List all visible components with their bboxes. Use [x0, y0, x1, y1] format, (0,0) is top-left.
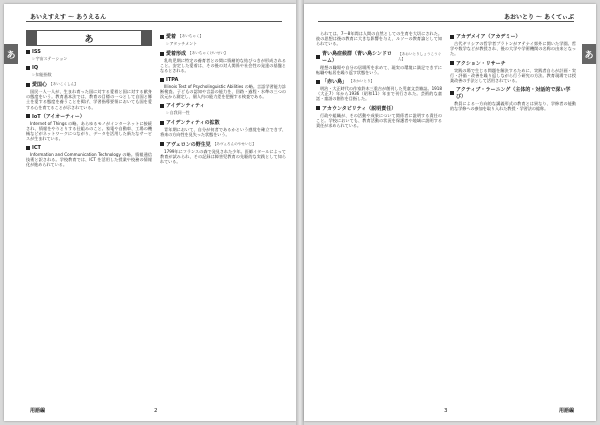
book-gutter [296, 0, 304, 425]
bullet-square-icon [160, 104, 164, 108]
bullet-square-icon [26, 66, 30, 70]
entry-body: 明治・大正時代の作家鈴木三重吉が創刊した児童文芸雑誌。1918（大正7）年から1936（昭和11）年まで刊行された。芸術的な童話・童謡の創作を目指した。 [316, 86, 442, 102]
term-reading: 【あかいとり】 [349, 79, 375, 84]
entry-body: 青年期において、自分が何者であるかという感覚を確立できず、将来の方向性を見失った状態をいう。 [160, 127, 286, 138]
entry-term [26, 65, 152, 71]
section-bracket-icon [27, 31, 37, 45]
term-title: IoT（アイオーティー） [32, 113, 85, 120]
entry-term [26, 81, 152, 88]
index-tab[interactable]: あ [582, 44, 596, 64]
column-1 [316, 30, 442, 395]
term-title: 愛着形成 [166, 51, 187, 57]
entry-term [160, 33, 286, 40]
entry-term [160, 102, 286, 109]
term-title: ICT [32, 144, 41, 151]
term-reading: 【あいこくしん】 [49, 82, 78, 86]
entry-term [450, 60, 576, 67]
entry-body: 1799年にフランスの森で発見された少年。医師イタールによって教育が試みられ、その記録は障害児教育の先駆的な実践として知られている。 [160, 148, 286, 165]
footer-label: 用語編 [558, 408, 574, 414]
term-title: 「赤い鳥」 [322, 79, 348, 86]
cross-reference[interactable]: ☞知能指数 [32, 72, 52, 77]
entry-term [450, 33, 576, 40]
term-title: アヴェロンの野生児 [166, 141, 211, 148]
entry-term [160, 141, 286, 148]
running-head: あいえすえす 〜 あうえるん [30, 14, 107, 21]
bullet-square-icon [160, 52, 164, 56]
section-header [26, 30, 152, 46]
term-title: 愛国心 [32, 82, 48, 88]
term-title: アクティブ・ラーニング（主体的・対話的で深い学び） [456, 87, 571, 101]
page-number: 3 [444, 408, 448, 414]
entry-term [160, 77, 286, 83]
bullet-square-icon [26, 83, 30, 87]
bullet-square-icon [26, 50, 30, 54]
entry-term [450, 86, 576, 100]
bullet-square-icon [316, 106, 320, 110]
bullet-square-icon [160, 35, 164, 39]
header-rule [318, 21, 574, 22]
header-rule [26, 21, 282, 22]
term-title: アカデメイア（アカデミー） [456, 34, 521, 40]
entry-body: 国民一人一人が、生まれ育った国に対する愛着と国に対する献身の態度をいう。教育基本法では、教育の目標の一つとして自国と郷土を愛する態度を養うことを掲げ、学習指導要領においても国を愛する心を育てることが示されている。 [26, 89, 152, 110]
entry-body: 乳幼児期に特定の養育者との間に情緒的な結びつきが形成されること。安定した愛着は、その後の対人関係や社会性の発達の基盤となるとされる。 [160, 58, 286, 74]
term-title: 愛着 [166, 34, 177, 40]
right-page [304, 4, 596, 421]
running-head: あおいとり 〜 あくてぃぶ [503, 14, 574, 21]
entry-body: 理想の職場や自分の居場所を求めて、現実の環境に満足できずに転職や転居を繰り返す状態をいう。 [316, 64, 442, 75]
cross-reference[interactable]: ☞アタッチメント [166, 41, 198, 46]
bullet-square-icon [450, 91, 454, 95]
index-tab[interactable]: あ [4, 44, 18, 64]
entry-body: られては。7〜8年間は人間の自然としての生育を大切にされた。彼の思想は後の教育に大きな影響を与え、ルソーの教育論として知られている。 [316, 31, 442, 47]
entry-body: 実践の場で生じる問題を解決するために、実践者自らが計画・実行・評価・改善を繰り返しながら行う研究の方法。教育現場では授業改善の手法として活用されている。 [450, 67, 576, 84]
entry-body: Information and Communication Technology の略。情報通信技術と訳される。学校教育では、ICT を活用した授業や校務の情報化が進められている。 [26, 151, 152, 168]
entry-body: 行政や組織が、その活動や成果について関係者に説明する責任のこと。学校においても、教育活動の状況を保護者や地域に説明する責任が求められている。 [316, 112, 442, 129]
bullet-square-icon [160, 121, 164, 125]
section-bracket-icon [141, 31, 151, 45]
bullet-square-icon [26, 146, 30, 150]
column-2 [450, 30, 576, 395]
entry-term [316, 78, 442, 85]
cross-reference[interactable]: ☞宇宙ステーション [32, 56, 68, 61]
term-title: アカウンタビリティ（説明責任） [322, 105, 397, 112]
entry-term [316, 105, 442, 112]
entry-term [160, 50, 286, 57]
entry-body: Internet of Things の略。あらゆるモノがインターネットに接続され、情報をやりとりする仕組みのこと。家電や自動車、工場の機械などがネットワークにつながり、データを活用した新たなサービスが生まれている。 [26, 120, 152, 142]
term-title: IQ [32, 65, 39, 71]
bullet-square-icon [160, 78, 164, 82]
bullet-square-icon [26, 114, 30, 118]
entry-term [26, 145, 152, 151]
term-reading: 【あヴぇろんのやせいじ】 [212, 141, 256, 146]
left-page [4, 4, 296, 421]
term-title: アイデンティティの拡散 [166, 120, 220, 127]
term-reading: 【あいちゃく】 [178, 34, 204, 38]
page-number: 2 [154, 408, 158, 414]
footer-label: 用語編 [30, 408, 46, 414]
term-title: ITPA [166, 76, 179, 83]
term-reading: 【あいちゃくけいせい】 [188, 51, 228, 55]
term-title: アクション・リサーチ [456, 60, 506, 67]
column-2 [160, 30, 286, 395]
entry-body: 教員による一方向的な講義形式の教育とは異なり、学修者の能動的な学修への参加を取り入れた教授・学習法の総称。 [450, 101, 576, 112]
term-title: ISS [32, 49, 41, 55]
term-reading: 【あおいとりしょうこうぐん】 [398, 51, 442, 61]
bullet-square-icon [160, 142, 164, 146]
bullet-square-icon [450, 35, 454, 39]
cross-reference[interactable]: ☞自我同一性 [166, 110, 190, 116]
section-symbol: あ [84, 34, 94, 45]
term-title: アイデンティティ [166, 103, 205, 110]
bullet-square-icon [316, 55, 320, 59]
entry-body: 古代ギリシアの哲学者プラトンがアテナイ郊外に開いた学園。哲学や数学などが教授され、後の大学や学術機関の名称の由来となった。 [450, 41, 576, 57]
entry-term [26, 113, 152, 120]
entry-body: Illinois Test of Psycholinguistic Abilities の略。言語学習能力診断検査。子どもの認知や言語の能力を、回路・過程・水準の三つの次元から測定し、個人内の能力差を把握する検査である。 [160, 83, 286, 100]
term-title: 青い鳥症候群（青い鳥シンドローム） [322, 50, 392, 64]
bullet-square-icon [450, 61, 454, 65]
entry-term [316, 50, 442, 64]
entry-term [160, 119, 286, 126]
entry-term [26, 49, 152, 55]
bullet-square-icon [316, 80, 320, 84]
column-1 [26, 30, 152, 395]
